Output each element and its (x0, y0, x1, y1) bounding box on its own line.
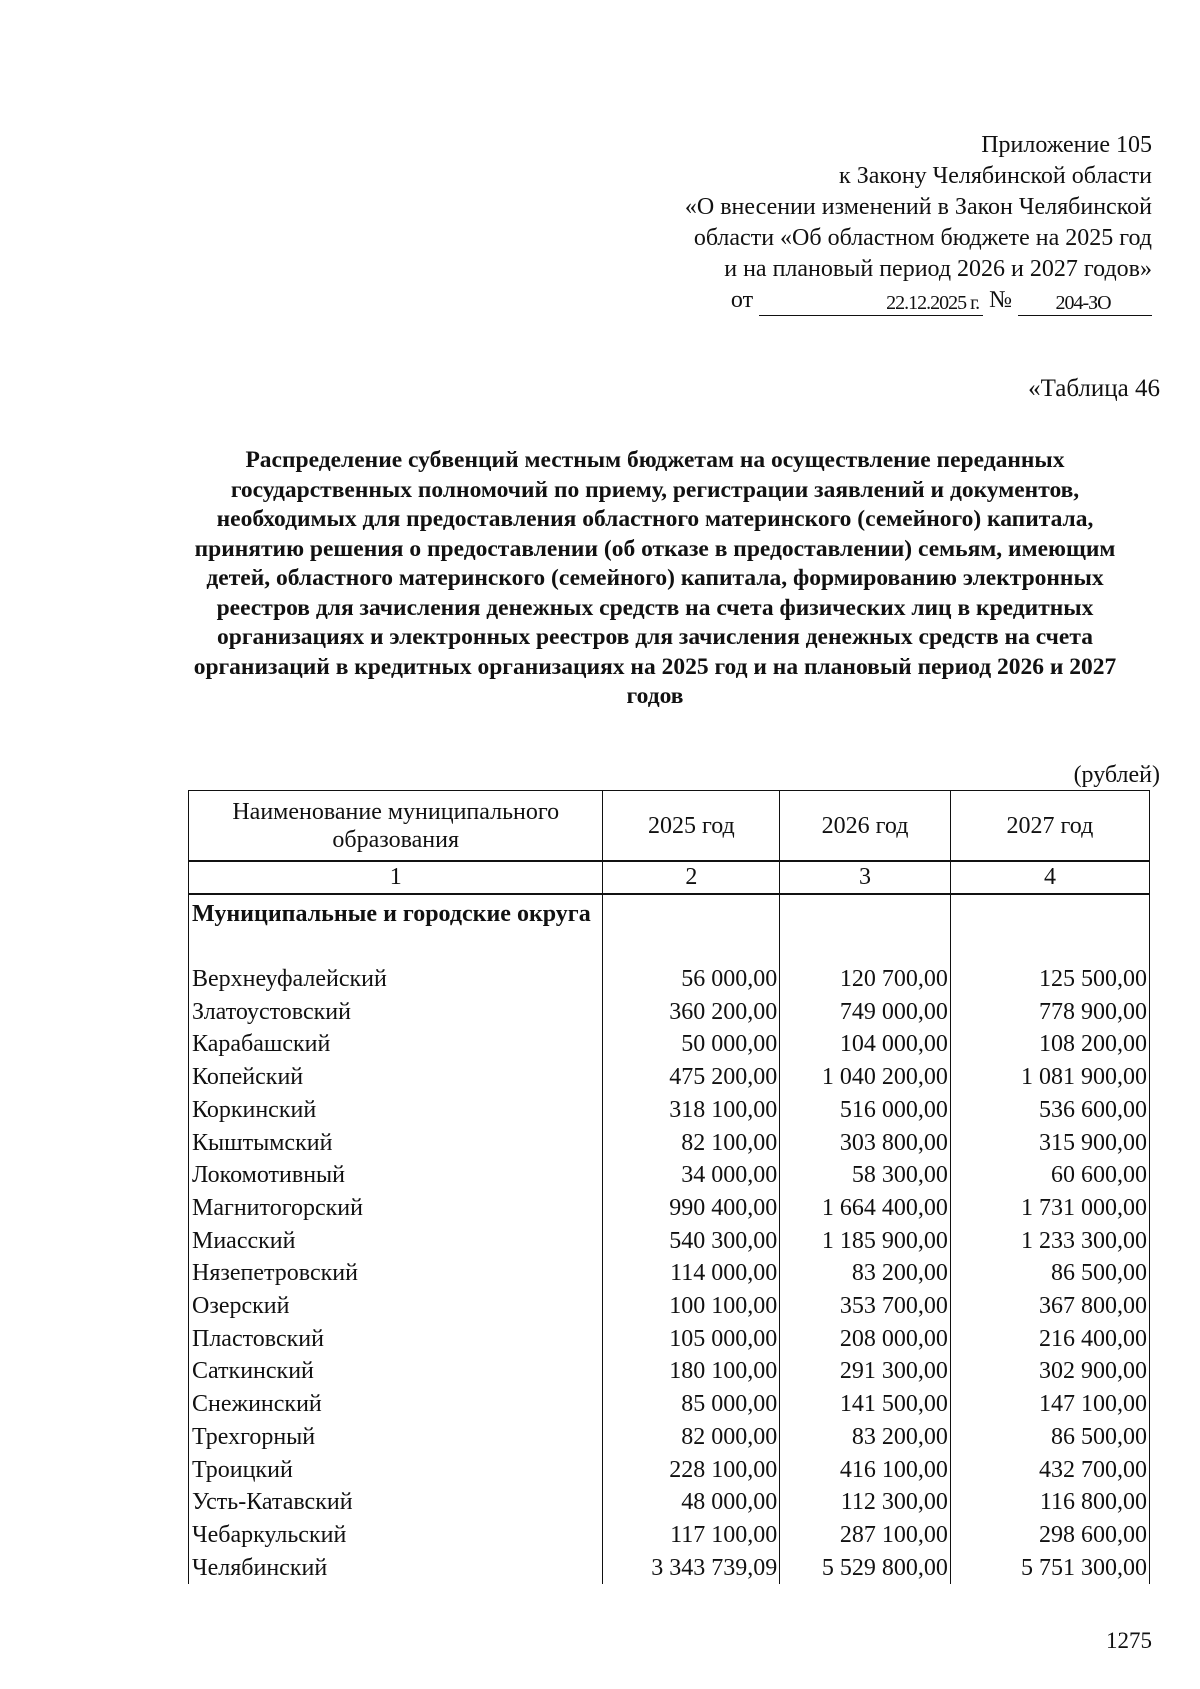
header-2025: 2025 год (603, 791, 780, 862)
law-reference-line-3: области «Об областном бюджете на 2025 год (693, 225, 1152, 251)
value-2027: 108 200,00 (950, 1028, 1149, 1061)
table-row (189, 1552, 1150, 1585)
value-2027: 147 100,00 (950, 1388, 1149, 1421)
value-2025: 56 000,00 (603, 963, 780, 996)
table-row (189, 1519, 1150, 1552)
value-2025: 475 200,00 (603, 1061, 780, 1094)
value-2027: 125 500,00 (950, 963, 1149, 996)
municipality-name: Трехгорный (189, 1421, 603, 1454)
value-2026: 5 529 800,00 (780, 1552, 951, 1585)
value-2027: 315 900,00 (950, 1127, 1149, 1160)
value-2026: 353 700,00 (780, 1290, 951, 1323)
value-2027: 302 900,00 (950, 1355, 1149, 1388)
table-label: «Таблица 46 (1028, 375, 1160, 402)
value-2025: 100 100,00 (603, 1290, 780, 1323)
appendix-header (685, 130, 1152, 316)
municipality-name: Копейский (189, 1061, 603, 1094)
table-header-row (189, 791, 1150, 862)
empty-cell (603, 894, 780, 963)
from-label: от (730, 287, 754, 313)
table-row (189, 1028, 1150, 1061)
value-2026: 1 185 900,00 (780, 1225, 951, 1258)
table-row (189, 1192, 1150, 1225)
municipality-name: Локомотивный (189, 1159, 603, 1192)
table-body (189, 894, 1150, 1584)
value-2026: 83 200,00 (780, 1257, 951, 1290)
column-index: 3 (780, 861, 951, 894)
table-row (189, 1486, 1150, 1519)
value-2026: 141 500,00 (780, 1388, 951, 1421)
table-row (189, 1127, 1150, 1160)
law-reference-line-2: «О внесении изменений в Закон Челябинской (684, 194, 1152, 220)
value-2026: 208 000,00 (780, 1323, 951, 1356)
value-2025: 228 100,00 (603, 1454, 780, 1487)
value-2025: 540 300,00 (603, 1225, 780, 1258)
value-2027: 367 800,00 (950, 1290, 1149, 1323)
value-2027: 116 800,00 (950, 1486, 1149, 1519)
municipality-name: Кыштымский (189, 1127, 603, 1160)
value-2025: 360 200,00 (603, 996, 780, 1029)
municipality-name: Челябинский (189, 1552, 603, 1585)
value-2026: 104 000,00 (780, 1028, 951, 1061)
value-2027: 5 751 300,00 (950, 1552, 1149, 1585)
table-row (189, 1257, 1150, 1290)
document-title: Распределение субвенций местным бюджетам на осуществление переданных государственных полномочий по приему, регистрации заявлений и документов, необходимых для предоставления областного материнского (семейного) капитала, принятию решения о предоставлении (об отказе в предоставлении) семьям, имеющим детей, областного материнского (семейного) капитала, формированию электронных реестров для зачисления денежных средств на счета физических лиц в кредитных организациях и электронных реестров для зачисления денежных средств на счета организаций в кредитных организациях на 2025 год и на плановый период 2026 и 2027 годов (193, 447, 1117, 709)
value-2027: 1 233 300,00 (950, 1225, 1149, 1258)
table-row (189, 1323, 1150, 1356)
municipality-name: Верхнеуфалейский (189, 963, 603, 996)
units-label: (рублей) (1073, 762, 1160, 788)
header-municipality: Наименование муниципального образования (189, 791, 603, 862)
value-2026: 120 700,00 (780, 963, 951, 996)
value-2026: 416 100,00 (780, 1454, 951, 1487)
page-number: 1275 (1106, 1628, 1152, 1653)
value-2025: 180 100,00 (603, 1355, 780, 1388)
empty-cell (780, 894, 951, 963)
value-2025: 114 000,00 (603, 1257, 780, 1290)
table-row (189, 1421, 1150, 1454)
group-label: Муниципальные и городские округа (189, 894, 603, 963)
municipality-name: Коркинский (189, 1094, 603, 1127)
value-2027: 778 900,00 (950, 996, 1149, 1029)
header-2027: 2027 год (950, 791, 1149, 862)
value-2026: 291 300,00 (780, 1355, 951, 1388)
value-2025: 82 000,00 (603, 1421, 780, 1454)
value-2025: 105 000,00 (603, 1323, 780, 1356)
municipality-name: Снежинский (189, 1388, 603, 1421)
municipality-name: Карабашский (189, 1028, 603, 1061)
municipality-name: Миасский (189, 1225, 603, 1258)
value-2027: 216 400,00 (950, 1323, 1149, 1356)
empty-cell (950, 894, 1149, 963)
table-row (189, 1355, 1150, 1388)
appendix-number: Приложение 105 (981, 132, 1152, 158)
municipality-name: Саткинский (189, 1355, 603, 1388)
table-row (189, 1454, 1150, 1487)
value-2026: 83 200,00 (780, 1421, 951, 1454)
value-2025: 3 343 739,09 (603, 1552, 780, 1585)
table-row (189, 1290, 1150, 1323)
column-index: 4 (950, 861, 1149, 894)
law-number: 204-ЗО (1018, 291, 1152, 316)
law-date-number-line (731, 285, 1152, 316)
municipality-name: Нязепетровский (189, 1257, 603, 1290)
column-index: 2 (603, 861, 780, 894)
table-row (189, 1094, 1150, 1127)
table-row (189, 1388, 1150, 1421)
municipality-name: Троицкий (189, 1454, 603, 1487)
value-2025: 50 000,00 (603, 1028, 780, 1061)
municipality-name: Златоустовский (189, 996, 603, 1029)
value-2026: 1 664 400,00 (780, 1192, 951, 1225)
column-index: 1 (189, 861, 603, 894)
value-2026: 749 000,00 (780, 996, 951, 1029)
value-2027: 432 700,00 (950, 1454, 1149, 1487)
subvention-table (188, 790, 1150, 1584)
value-2025: 117 100,00 (603, 1519, 780, 1552)
column-index-row (189, 861, 1150, 894)
table-row (189, 1225, 1150, 1258)
value-2025: 34 000,00 (603, 1159, 780, 1192)
law-reference-line-1: к Закону Челябинской области (839, 163, 1152, 189)
municipality-name: Магнитогорский (189, 1192, 603, 1225)
group-row (189, 894, 1150, 963)
municipality-name: Чебаркульский (189, 1519, 603, 1552)
table-row (189, 996, 1150, 1029)
municipality-name: Пластовский (189, 1323, 603, 1356)
value-2025: 82 100,00 (603, 1127, 780, 1160)
value-2027: 86 500,00 (950, 1421, 1149, 1454)
value-2025: 85 000,00 (603, 1388, 780, 1421)
value-2025: 318 100,00 (603, 1094, 780, 1127)
table-row (189, 1061, 1150, 1094)
header-2026: 2026 год (780, 791, 951, 862)
value-2027: 60 600,00 (950, 1159, 1149, 1192)
law-reference-line-4: и на плановый период 2026 и 2027 годов» (724, 256, 1152, 282)
municipality-name: Озерский (189, 1290, 603, 1323)
number-label: № (989, 287, 1012, 313)
value-2027: 1 081 900,00 (950, 1061, 1149, 1094)
value-2025: 48 000,00 (603, 1486, 780, 1519)
value-2026: 303 800,00 (780, 1127, 951, 1160)
value-2027: 298 600,00 (950, 1519, 1149, 1552)
value-2025: 990 400,00 (603, 1192, 780, 1225)
municipality-name: Усть-Катавский (189, 1486, 603, 1519)
law-date: 22.12.2025 г. (759, 291, 983, 316)
value-2026: 112 300,00 (780, 1486, 951, 1519)
value-2026: 58 300,00 (780, 1159, 951, 1192)
table-row (189, 1159, 1150, 1192)
value-2027: 1 731 000,00 (950, 1192, 1149, 1225)
value-2026: 1 040 200,00 (780, 1061, 951, 1094)
value-2027: 86 500,00 (950, 1257, 1149, 1290)
value-2026: 516 000,00 (780, 1094, 951, 1127)
table-row (189, 963, 1150, 996)
value-2027: 536 600,00 (950, 1094, 1149, 1127)
value-2026: 287 100,00 (780, 1519, 951, 1552)
